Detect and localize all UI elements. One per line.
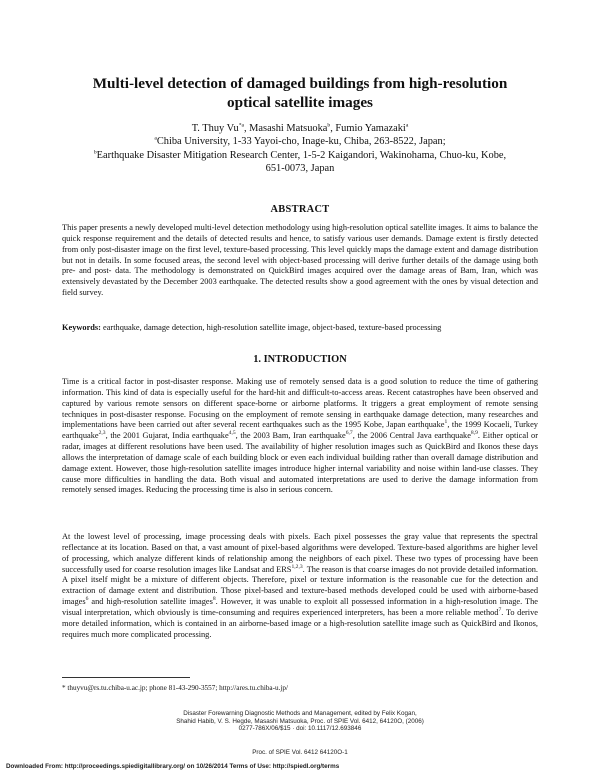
keywords — [62, 323, 538, 334]
abstract-text: This paper presents a newly developed multi-level detection methodology using high-resolution optical satellite images. It aims to balance the quick response requirement and the details of detected results and hence, to satisfy various user demands. Damage extent is firstly detected from only post-disaster image on the first level, texture-based processing. This level quickly maps the damage extent and damage distribution but not in details. In some focused areas, the second level with object-based processing will derive further details of the damage using both pre- and post- data. The methodology is demonstrated on QuickBird images acquired over the damage areas of Bam, Iran, which was extensively devastated by the December 2003 earthquake. The detected results show a good agreement with the ones by visual detection and field survey. — [62, 223, 538, 298]
section-heading-introduction: 1. INTRODUCTION — [253, 354, 347, 365]
abstract-heading: ABSTRACT — [270, 204, 330, 215]
proceedings-line-3: 0277-786X/06/$15 · doi: 10.1117/12.693846 — [238, 725, 362, 733]
proceedings-info — [160, 710, 440, 733]
page-identifier: Proc. of SPIE Vol. 6412 64120O-1 — [252, 749, 348, 756]
intro-paragraph-1: Time is a critical factor in post-disaster response. Making use of remotely sensed data is a good solution to reduce the time of gathering information. This kind of data is especially useful for the hard-hit and difficult-to-access areas. Recent catastrophes have been observed and captured by various remote sensors on different space-borne or airborne platforms. It triggers a great employment of remote sensing techniques in post-disaster response. Focusing on the employment of remote sensing in earthquake damage detection, many researches and implementations have been carried out after several recent earthquakes such as the 1995 Kobe, Japan earthquake$^1$, the 1999 Kocaeli, Turkey earthquake$^{2,3}$, the 2001 Gujarat, India earthquake$^{4,5}$, the 2003 Bam, Iran earthquake$^{6,7}$, the 2006 Central Java earthquake$^{8,9}$. Either optical or radar, images at different resolutions have been used. The availability of higher resolution images such as QuickBird and Ikonos these days allows the interpretation of damage scale of each building block or even each individual building rather than overall damage distribution and damage extent. However, those high-resolution satellite images introduce higher internal variability and noise within land-use classes. They cause more difficulties in handling the data. Both visual and automated interpretations are used to derive the damage information from remotely sensed images. Reducing the processing time is also in serious concern. — [62, 377, 538, 495]
affiliation-b-line-1: $^b$Earthquake Disaster Mitigation Research Center, 1-5-2 Kaigandori, Wakinohama, Chuo-ku, Kobe, — [93, 149, 507, 161]
proceedings-line-1: Disaster Forewarning Diagnostic Methods and Management, edited by Felix Kogan, — [183, 710, 417, 717]
title-line-2: optical satellite images — [227, 94, 373, 111]
footnote: * thuyvu@rs.tu.chiba-u.ac.jp; phone 81-43-290-3557; http://ares.tu.chiba-u.jp/ — [62, 684, 288, 692]
affiliation-b-line-2: 651-0073, Japan — [265, 163, 335, 175]
keywords-text: earthquake, damage detection, high-resolution satellite image, object-based, texture-based processing — [100, 323, 442, 332]
paper-title — [60, 74, 540, 112]
author-names: T. Thuy Vu$^{*a}$, Masashi Matsuoka$^b$, Fumio Yamazaki$^a$ — [191, 122, 409, 134]
keywords-label: Keywords: — [62, 323, 101, 332]
author-block — [40, 122, 560, 176]
proceedings-line-2: Shahid Habib, V. S. Hegde, Masashi Matsuoka, Proc. of SPIE Vol. 6412, 64120O, (2006) — [176, 717, 424, 725]
affiliation-a: $^a$Chiba University, 1-33 Yayoi-cho, Inage-ku, Chiba, 263-8522, Japan; — [154, 135, 446, 148]
intro-paragraph-2: At the lowest level of processing, image processing deals with pixels. Each pixel possesses the gray value that represents the spectral reflectance at its location. Based on that, a vast amount of pixel-based algorithms were developed. Texture-based algorithms are higher level of processing, which analyze different kinds of relationship among the neighbors of each pixel. These two types of processing have been successfully used for coarse resolution images like Landsat and ERS$^{1,2,3}$. The reason is that coarse images do not provide detailed information. A pixel itself might be a mixture of different objects. Therefore, pixel or texture information is the reasonable cue for the detection and extraction of damage extent and distribution. Those pixel-based and texture-based methods developed could be used with airborne-based images$^6$ and high-resolution satellite images$^8$. However, it was unable to exploit all possessed information in a high-resolution image. The visual interpretation, which obviously is time-consuming and requires experienced interpreters, has been a more reliable method$^7$. To derive more detailed information, which is contained in an airborne-based image or a high-resolution satellite image such as QuickBird and Ikonos, requires much more complicated processing. — [62, 532, 539, 639]
title-line-1: Multi-level detection of damaged buildings from high-resolution — [92, 75, 508, 92]
download-notice: Downloaded From: http://proceedings.spiedigitallibrary.org/ on 10/26/2014 Terms of Use: http://spiedl.org/terms — [6, 763, 340, 770]
footnote-divider — [62, 677, 190, 678]
